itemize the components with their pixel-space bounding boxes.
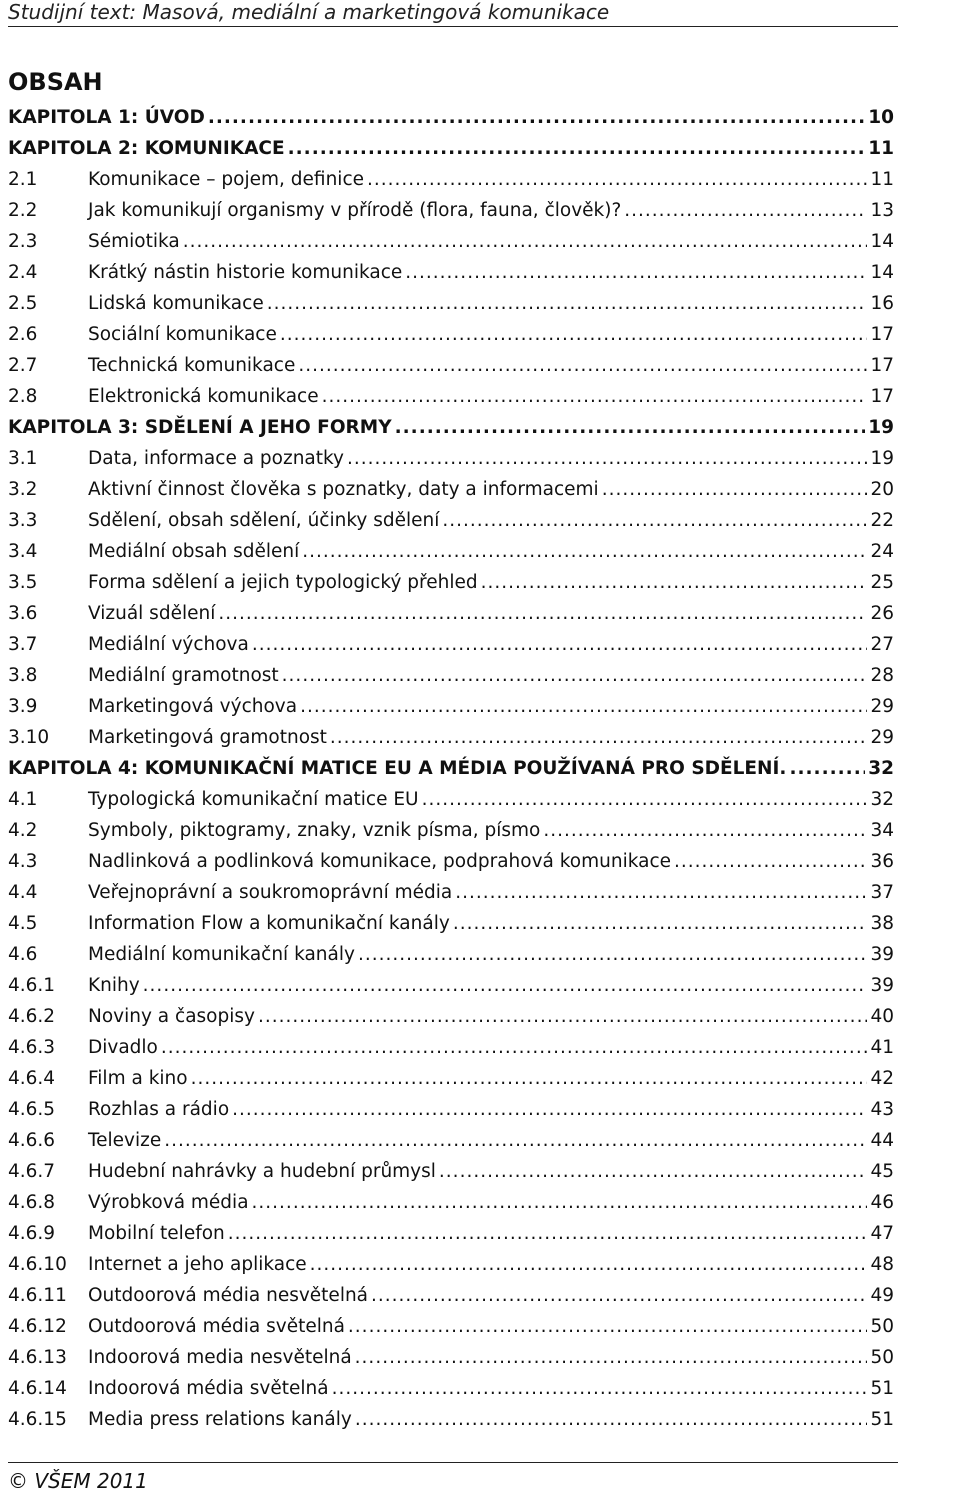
page-header: [8, 0, 898, 27]
toc-chapter-entry[interactable]: [8, 412, 894, 443]
toc-section-title: Forma sdělení a jejich typologický přehled: [88, 572, 478, 593]
toc-section-title: Sémiotika: [88, 231, 180, 252]
toc-section-number: 4.6.8: [8, 1192, 56, 1213]
toc-section-entry[interactable]: [8, 536, 894, 567]
toc-page-number: 51: [870, 1409, 894, 1430]
dot-leader: [300, 691, 867, 722]
dot-leader: [143, 970, 868, 1001]
toc-section-number: 4.6.4: [8, 1068, 56, 1089]
toc-section-number: 3.4: [8, 541, 38, 562]
dot-leader: [453, 908, 868, 939]
toc-section-title: Sociální komunikace: [88, 324, 277, 345]
toc-section-title: Aktivní činnost člověka s poznatky, daty a informacemi: [88, 479, 599, 500]
toc-section-entry[interactable]: [8, 908, 894, 939]
toc-section-title: Výrobková média: [88, 1192, 249, 1213]
toc-section-title: Information Flow a komunikační kanály: [88, 913, 450, 934]
toc-section-title: Media press relations kanály: [88, 1409, 352, 1430]
toc-section-entry[interactable]: [8, 1001, 894, 1032]
toc-section-title: Symboly, piktogramy, znaky, vznik písma, písmo: [88, 820, 541, 841]
toc-section-number: 3.3: [8, 510, 38, 531]
toc-page-number: 41: [870, 1037, 894, 1058]
toc-section-number: 4.6.1: [8, 975, 56, 996]
toc-section-entry[interactable]: [8, 629, 894, 660]
toc-page-number: 19: [868, 417, 894, 438]
toc-section-title: Elektronická komunikace: [88, 386, 319, 407]
dot-leader: [267, 288, 868, 319]
dot-leader: [161, 1032, 868, 1063]
toc-section-number: 3.10: [8, 727, 50, 748]
toc-section-entry[interactable]: [8, 1280, 894, 1311]
toc-page-number: 42: [870, 1068, 894, 1089]
toc-section-number: 4.6.12: [8, 1316, 67, 1337]
toc-section-title: Televize: [88, 1130, 162, 1151]
toc-page-number: 14: [870, 231, 894, 252]
toc-section-title: Sdělení, obsah sdělení, účinky sdělení: [88, 510, 440, 531]
toc-section-number: 3.7: [8, 634, 38, 655]
dot-leader: [252, 1187, 868, 1218]
toc-section-title: Lidská komunikace: [88, 293, 264, 314]
toc-page-number: 24: [870, 541, 894, 562]
toc-section-entry[interactable]: [8, 567, 894, 598]
toc-section-number: 4.6.7: [8, 1161, 56, 1182]
dot-leader: [164, 1125, 867, 1156]
toc-section-title: Film a kino: [88, 1068, 188, 1089]
toc-section-title: Mediální obsah sdělení: [88, 541, 300, 562]
toc-page-number: 40: [870, 1006, 894, 1027]
toc-section-number: 4.6.3: [8, 1037, 56, 1058]
toc-section-number: 4.6.14: [8, 1378, 67, 1399]
dot-leader: [371, 1280, 867, 1311]
toc-section-entry[interactable]: [8, 164, 894, 195]
toc-section-title: Krátký nástin historie komunikace: [88, 262, 403, 283]
toc-section-number: 2.6: [8, 324, 38, 345]
toc-page-number: 17: [870, 324, 894, 345]
toc-section-title: Knihy: [88, 975, 140, 996]
dot-leader: [367, 164, 867, 195]
toc-chapter-entry[interactable]: [8, 133, 894, 164]
toc-page-number: 20: [870, 479, 894, 500]
toc-section-number: 4.6.5: [8, 1099, 56, 1120]
dot-leader: [789, 753, 865, 784]
dot-leader: [252, 629, 868, 660]
toc-section-entry[interactable]: [8, 1125, 894, 1156]
toc-page-number: 43: [870, 1099, 894, 1120]
dot-leader: [395, 412, 866, 443]
toc-section-number: 2.7: [8, 355, 38, 376]
toc-section-entry[interactable]: [8, 474, 894, 505]
toc-page-number: 28: [870, 665, 894, 686]
toc-section-number: 4.1: [8, 789, 38, 810]
toc-section-number: 2.8: [8, 386, 38, 407]
dot-leader: [282, 660, 868, 691]
toc-section-entry[interactable]: [8, 1063, 894, 1094]
toc-section-entry[interactable]: [8, 1404, 894, 1435]
dot-leader: [218, 598, 867, 629]
toc-page-number: 38: [870, 913, 894, 934]
toc-section-number: 2.5: [8, 293, 38, 314]
toc-page-number: 22: [870, 510, 894, 531]
toc-page-number: 17: [870, 386, 894, 407]
toc-page-number: 34: [870, 820, 894, 841]
toc-section-entry[interactable]: [8, 691, 894, 722]
toc-section-entry[interactable]: [8, 381, 894, 412]
toc-section-entry[interactable]: [8, 877, 894, 908]
toc-page-number: 50: [870, 1347, 894, 1368]
dot-leader: [310, 1249, 868, 1280]
toc-section-entry[interactable]: [8, 1187, 894, 1218]
dot-leader: [191, 1063, 868, 1094]
dot-leader: [302, 536, 867, 567]
toc-section-number: 4.3: [8, 851, 38, 872]
toc-section-title: Jak komunikují organismy v přírodě (flora, fauna, člověk)?: [88, 200, 622, 221]
footer-copyright: © VŠEM 2011: [8, 1469, 148, 1493]
toc-page-number: 26: [870, 603, 894, 624]
toc-section-entry[interactable]: [8, 226, 894, 257]
dot-leader: [405, 257, 867, 288]
toc-section-title: Veřejnoprávní a soukromoprávní média: [88, 882, 453, 903]
toc-chapter-label: KAPITOLA 2: KOMUNIKACE: [8, 138, 285, 159]
toc-section-title: Mediální gramotnost: [88, 665, 279, 686]
toc-section-number: 4.5: [8, 913, 38, 934]
toc-section-title: Divadlo: [88, 1037, 158, 1058]
toc-section-entry[interactable]: [8, 195, 894, 226]
toc-section-title: Internet a jeho aplikace: [88, 1254, 307, 1275]
toc-section-title: Outdoorová média nesvětelná: [88, 1285, 369, 1306]
toc-section-entry[interactable]: [8, 1249, 894, 1280]
toc-section-entry[interactable]: [8, 1032, 894, 1063]
toc-section-entry[interactable]: [8, 1094, 894, 1125]
toc-section-entry[interactable]: [8, 443, 894, 474]
dot-leader: [288, 133, 866, 164]
toc-section-title: Indoorová média světelná: [88, 1378, 329, 1399]
toc-section-number: 4.4: [8, 882, 38, 903]
toc-section-entry[interactable]: [8, 1218, 894, 1249]
page-footer: [8, 1462, 898, 1493]
toc-page-number: 51: [870, 1378, 894, 1399]
toc-section-title: Komunikace – pojem, definice: [88, 169, 364, 190]
toc-section-entry[interactable]: [8, 257, 894, 288]
dot-leader: [674, 846, 867, 877]
toc-page-number: 39: [870, 975, 894, 996]
toc-section-number: 2.2: [8, 200, 38, 221]
toc-section-entry[interactable]: [8, 505, 894, 536]
toc-page-number: 25: [870, 572, 894, 593]
dot-leader: [280, 319, 868, 350]
toc-section-entry[interactable]: [8, 350, 894, 381]
dot-leader: [455, 877, 867, 908]
toc-section-number: 3.5: [8, 572, 38, 593]
toc-page-number: 36: [870, 851, 894, 872]
toc-section-title: Data, informace a poznatky: [88, 448, 345, 469]
dot-leader: [439, 1156, 868, 1187]
toc-section-number: 3.9: [8, 696, 38, 717]
toc-section-entry[interactable]: [8, 1156, 894, 1187]
toc-section-number: 4.6.15: [8, 1409, 67, 1430]
toc-section-entry[interactable]: [8, 1342, 894, 1373]
toc-section-entry[interactable]: [8, 288, 894, 319]
toc-page-number: 11: [868, 138, 894, 159]
toc-page-number: 32: [870, 789, 894, 810]
dot-leader: [332, 1373, 868, 1404]
toc-section-title: Indoorová media nesvětelná: [88, 1347, 352, 1368]
dot-leader: [258, 1001, 868, 1032]
toc-section-entry[interactable]: [8, 784, 894, 815]
toc-page-number: 50: [870, 1316, 894, 1337]
dot-leader: [330, 722, 868, 753]
dot-leader: [624, 195, 867, 226]
dot-leader: [355, 1342, 868, 1373]
toc-page-number: 45: [870, 1161, 894, 1182]
toc-section-number: 3.6: [8, 603, 38, 624]
dot-leader: [355, 1404, 868, 1435]
toc-chapter-label: KAPITOLA 3: SDĚLENÍ A JEHO FORMY: [8, 417, 392, 438]
toc-section-number: 4.6: [8, 944, 38, 965]
dot-leader: [322, 381, 868, 412]
dot-leader: [298, 350, 867, 381]
toc-section-title: Mobilní telefon: [88, 1223, 225, 1244]
toc-chapter-entry[interactable]: [8, 102, 894, 133]
dot-leader: [232, 1094, 867, 1125]
toc-section-title: Rozhlas a rádio: [88, 1099, 230, 1120]
dot-leader: [347, 443, 867, 474]
dot-leader: [422, 784, 868, 815]
dot-leader: [602, 474, 868, 505]
toc-section-title: Typologická komunikační matice EU: [88, 789, 419, 810]
toc-page-number: 32: [868, 758, 894, 779]
toc-section-entry[interactable]: [8, 1373, 894, 1404]
toc-page-number: 47: [870, 1223, 894, 1244]
toc-section-entry[interactable]: [8, 598, 894, 629]
toc-page-number: 27: [870, 634, 894, 655]
dot-leader: [183, 226, 868, 257]
toc-section-number: 4.6.6: [8, 1130, 56, 1151]
toc-page-number: 19: [870, 448, 894, 469]
toc-page-number: 46: [870, 1192, 894, 1213]
page-title: OBSAH: [8, 68, 103, 96]
table-of-contents: [8, 102, 894, 1435]
toc-section-number: 4.6.13: [8, 1347, 67, 1368]
toc-section-number: 2.4: [8, 262, 38, 283]
toc-section-number: 4.6.10: [8, 1254, 67, 1275]
toc-page-number: 10: [868, 107, 894, 128]
toc-section-title: Mediální komunikační kanály: [88, 944, 355, 965]
toc-section-title: Nadlinková a podlinková komunikace, podprahová komunikace: [88, 851, 672, 872]
toc-page-number: 29: [870, 727, 894, 748]
toc-section-number: 2.3: [8, 231, 38, 252]
toc-section-title: Outdoorová média světelná: [88, 1316, 345, 1337]
toc-page-number: 14: [870, 262, 894, 283]
toc-section-title: Marketingová výchova: [88, 696, 298, 717]
toc-page-number: 13: [870, 200, 894, 221]
toc-section-entry[interactable]: [8, 815, 894, 846]
toc-section-entry[interactable]: [8, 970, 894, 1001]
toc-section-entry[interactable]: [8, 1311, 894, 1342]
toc-section-number: 4.6.9: [8, 1223, 56, 1244]
toc-page-number: 17: [870, 355, 894, 376]
toc-page-number: 16: [870, 293, 894, 314]
toc-section-number: 3.1: [8, 448, 38, 469]
toc-chapter-label: KAPITOLA 1: ÚVOD: [8, 107, 205, 128]
toc-section-title: Technická komunikace: [88, 355, 296, 376]
dot-leader: [543, 815, 867, 846]
toc-page-number: 11: [870, 169, 894, 190]
toc-section-number: 4.6.2: [8, 1006, 56, 1027]
toc-section-number: 2.1: [8, 169, 38, 190]
dot-leader: [358, 939, 868, 970]
dot-leader: [348, 1311, 868, 1342]
toc-chapter-entry[interactable]: [8, 753, 894, 784]
toc-section-number: 4.2: [8, 820, 38, 841]
header-title: Studijní text: Masová, mediální a marketingová komunikace: [8, 0, 610, 24]
dot-leader: [481, 567, 868, 598]
toc-page-number: 48: [870, 1254, 894, 1275]
toc-section-title: Mediální výchova: [88, 634, 249, 655]
toc-section-number: 3.2: [8, 479, 38, 500]
toc-page-number: 29: [870, 696, 894, 717]
toc-section-title: Noviny a časopisy: [88, 1006, 255, 1027]
toc-section-number: 4.6.11: [8, 1285, 67, 1306]
toc-section-number: 3.8: [8, 665, 38, 686]
toc-section-entry[interactable]: [8, 319, 894, 350]
toc-section-title: Marketingová gramotnost: [88, 727, 327, 748]
toc-page-number: 39: [870, 944, 894, 965]
toc-page-number: 37: [870, 882, 894, 903]
toc-section-title: Hudební nahrávky a hudební průmysl: [88, 1161, 436, 1182]
toc-page-number: 44: [870, 1130, 894, 1151]
toc-section-entry[interactable]: [8, 939, 894, 970]
toc-section-entry[interactable]: [8, 722, 894, 753]
toc-chapter-label: KAPITOLA 4: KOMUNIKAČNÍ MATICE EU A MÉDIA POUŽÍVANÁ PRO SDĚLENÍ.: [8, 758, 787, 779]
toc-section-entry[interactable]: [8, 846, 894, 877]
dot-leader: [208, 102, 865, 133]
toc-section-entry[interactable]: [8, 660, 894, 691]
toc-section-title: Vizuál sdělení: [88, 603, 216, 624]
dot-leader: [442, 505, 867, 536]
dot-leader: [228, 1218, 868, 1249]
toc-page-number: 49: [870, 1285, 894, 1306]
